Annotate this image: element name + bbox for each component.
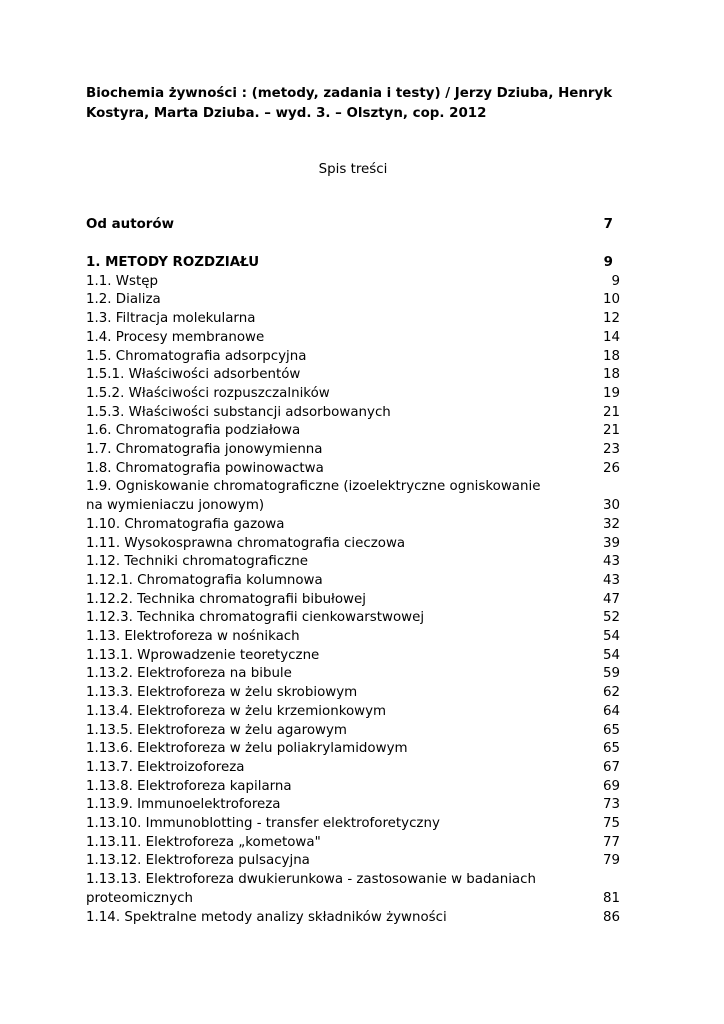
toc-entry-page-number: 18 [602, 348, 620, 364]
toc-entry-page-number: 30 [602, 498, 620, 514]
toc-entry-label: 1.13.5. Elektroforeza w żelu agarowym [86, 722, 347, 738]
toc-entry-label: 1.4. Procesy membranowe [86, 329, 265, 345]
toc-entry-page-number: 21 [602, 423, 620, 439]
toc-entry-page-number: 54 [602, 647, 620, 663]
toc-entry-label: 1.6. Chromatografia podziałowa [86, 423, 301, 439]
toc-entry [86, 422, 620, 441]
toc-entry-page-number: 75 [602, 816, 620, 831]
toc-entry-label: 1.13.2. Elektroforeza na bibule [86, 666, 292, 682]
toc-entry-page-number: 9 [611, 273, 620, 289]
toc-entry [86, 385, 620, 404]
toc-entry-page-number: 39 [602, 535, 620, 551]
toc-entry-page-number: 86 [602, 909, 620, 925]
toc-entry-page-number: 65 [602, 741, 620, 757]
toc-entry-page-number: 9 [603, 255, 613, 270]
toc-entry-page-number: 67 [602, 759, 620, 775]
toc-entry-label: 1.13.7. Elektroizoforeza [86, 759, 245, 775]
toc-entry [86, 273, 620, 292]
toc-entry-label: 1.13.6. Elektroforeza w żelu poliakrylamidowym [86, 741, 408, 757]
toc-entry-page-number: 64 [602, 703, 620, 719]
toc-entry-page-number: 12 [602, 311, 620, 327]
toc-entry [86, 815, 620, 834]
toc-entry-page-number: 54 [602, 629, 620, 644]
toc-entry-label: 1.1. Wstęp [86, 273, 159, 289]
toc-entry [86, 796, 620, 815]
toc-entry-page-number: 77 [602, 834, 620, 850]
toc-entry-page-number: 26 [602, 460, 620, 476]
toc-entry-label: 1.13.8. Elektroforeza kapilarna [86, 778, 292, 794]
toc-entry-page-number: 59 [602, 666, 620, 682]
toc-entry-page-number: 43 [602, 572, 620, 588]
toc-entry-page-number: 81 [602, 890, 620, 906]
toc-entry-page-number: 79 [602, 853, 620, 869]
toc-entry-label: 1.13.3. Elektroforeza w żelu skrobiowym [86, 685, 358, 701]
toc-entry-label: 1.10. Chromatografia gazowa [86, 516, 285, 532]
toc-entry-label: 1.11. Wysokosprawna chromatografia cieczowa [86, 535, 406, 551]
toc-entry-label: 1.12.2. Technika chromatografii bibułowej [86, 591, 366, 607]
toc-entry-label: 1.13.13. Elektroforeza dwukierunkowa - zastosowanie w badaniach proteomicznych [86, 872, 536, 906]
toc-entry-label: 1.5. Chromatografia adsorpcyjna [86, 348, 307, 364]
toc-entry [86, 366, 620, 385]
toc-entry-label: 1.13.12. Elektroforeza pulsacyjna [86, 853, 310, 869]
toc-entry-page-number: 69 [602, 778, 620, 794]
toc-entry-label: 1.5.2. Właściwości rozpuszczalników [86, 385, 330, 401]
toc-entry-page-number: 32 [602, 516, 620, 532]
toc-entry-page-number: 7 [603, 217, 613, 232]
toc-entry-label: 1.12.3. Technika chromatografii cienkowarstwowej [86, 610, 425, 626]
toc-entry [86, 703, 620, 722]
toc-entry [86, 647, 620, 666]
toc-entry-page-number: 47 [602, 591, 620, 607]
toc-entry-page-number: 65 [602, 722, 620, 738]
toc-entry-label: 1.13.10. Immunoblotting - transfer elektroforetyczny [86, 816, 440, 831]
toc-entry [86, 871, 620, 908]
toc-entry [86, 535, 620, 554]
toc-entry-label: Od autorów [86, 217, 174, 232]
toc-entry-label: 1.13.4. Elektroforeza w żelu krzemionkowym [86, 703, 387, 719]
toc-entry [86, 665, 620, 684]
toc-entry-page-number: 23 [602, 442, 620, 457]
toc-entry [86, 572, 620, 591]
toc-entry-label: 1.13. Elektroforeza w nośnikach [86, 629, 300, 644]
toc-entry-page-number: 14 [602, 329, 620, 345]
toc-entry-label: 1.3. Filtracja molekularna [86, 311, 256, 327]
toc-entry [86, 778, 620, 797]
toc-entry [86, 516, 620, 535]
toc-entry-label: 1.9. Ogniskowanie chromatograficzne (izoelektryczne ogniskowanie na wymieniaczu jonowym) [86, 479, 541, 514]
toc-entry-label: 1.13.11. Elektroforeza „kometowa" [86, 834, 321, 850]
toc-heading: Spis treści [318, 162, 388, 177]
book-title: Biochemia żywności : (metody, zadania i testy) / Jerzy Dziuba, Henryk Kostyra, Marta Dziuba. – wyd. 3. – Olsztyn, cop. 2012 [86, 86, 613, 121]
toc-entry-label: 1.7. Chromatografia jonowymienna [86, 442, 323, 457]
toc-entry [86, 740, 620, 759]
toc-entry-page-number: 19 [602, 385, 620, 401]
toc-entry [86, 684, 620, 703]
toc-entry [86, 722, 620, 741]
toc-entry [86, 834, 620, 853]
toc-entry [86, 759, 620, 778]
toc-entry-label: 1.12.1. Chromatografia kolumnowa [86, 572, 323, 588]
toc-entry [86, 291, 620, 310]
toc-entry [86, 628, 620, 647]
toc-entry [86, 329, 620, 348]
toc-entry-page-number: 43 [602, 554, 620, 570]
toc-entry [86, 591, 620, 610]
toc-entry-label: 1.8. Chromatografia powinowactwa [86, 460, 324, 476]
toc-entry [86, 348, 620, 367]
toc-entry [86, 852, 620, 871]
toc-entry-page-number: 73 [602, 797, 620, 813]
toc-entry [86, 310, 620, 329]
toc-entry-label: 1.14. Spektralne metody analizy składników żywności [86, 909, 447, 925]
toc-entry-page-number: 18 [602, 367, 620, 383]
toc-entry-label: 1.13.1. Wprowadzenie teoretyczne [86, 647, 320, 663]
toc-entry-page-number: 10 [602, 292, 620, 308]
toc-entry-label: 1.2. Dializa [86, 292, 161, 308]
toc-entry [86, 478, 620, 515]
toc-entry [86, 460, 620, 479]
toc-entry-label: 1.5.1. Właściwości adsorbentów [86, 367, 301, 383]
toc-entry-label: 1.5.3. Właściwości substancji adsorbowanych [86, 404, 391, 420]
toc-entry-page-number: 52 [602, 610, 620, 626]
toc-entry-label: 1.12. Techniki chromatograficzne [86, 554, 308, 570]
toc-entry [86, 609, 620, 628]
toc-entry [86, 553, 620, 572]
toc-entry-page-number: 62 [602, 685, 620, 701]
toc-section-heading [86, 216, 620, 235]
toc-entry-page-number: 21 [602, 404, 620, 420]
toc-section-heading [86, 254, 620, 273]
toc-entry-label: 1.13.9. Immunoelektroforeza [86, 797, 281, 813]
toc-entry-label: 1. METODY ROZDZIAŁU [86, 255, 260, 270]
toc-entry [86, 441, 620, 460]
toc-entry [86, 909, 620, 928]
toc-entry [86, 404, 620, 423]
